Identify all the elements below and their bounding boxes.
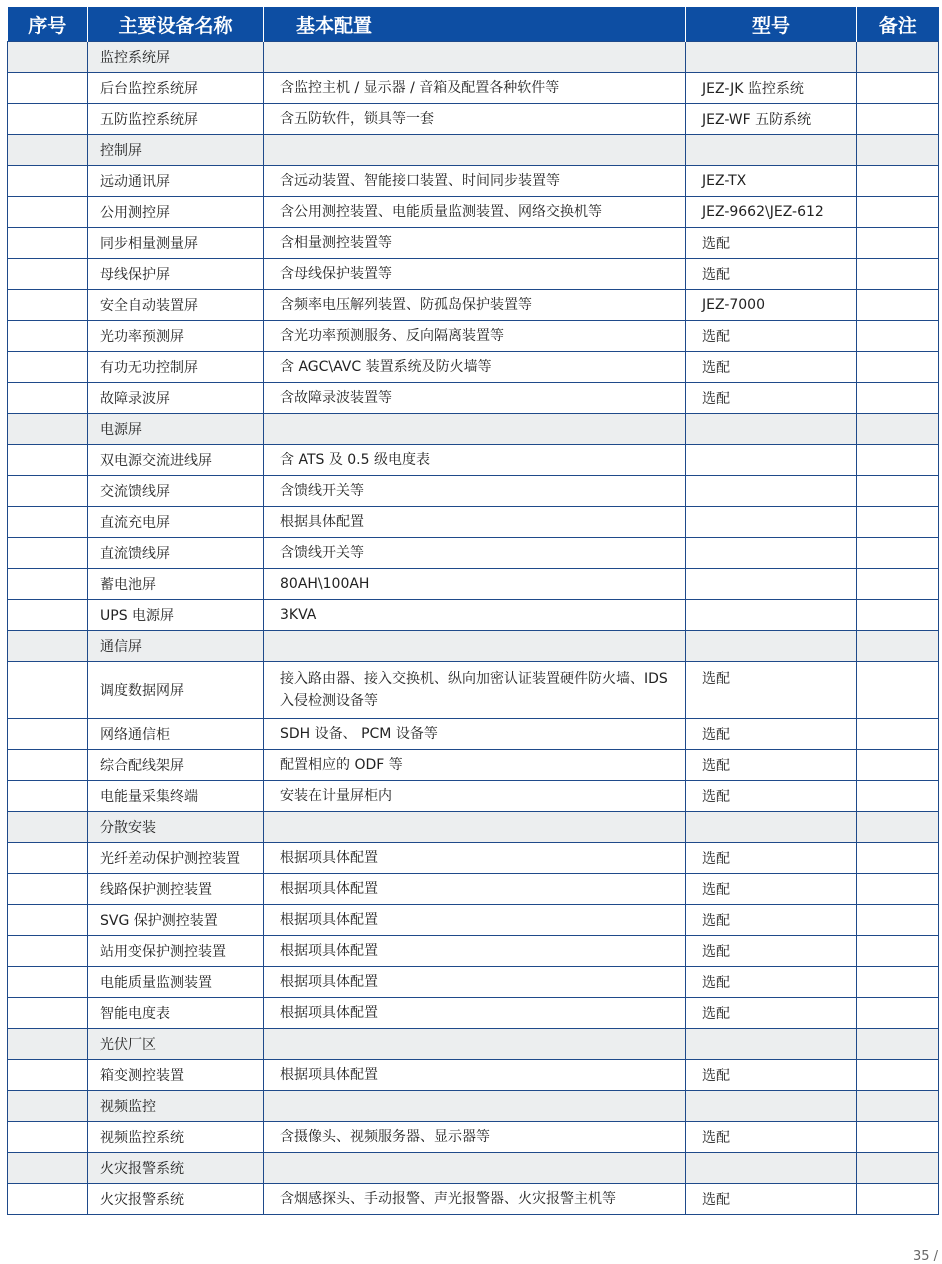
cell-config: 含监控主机 / 显示器 / 音箱及配置各种软件等 xyxy=(264,73,686,104)
cell-name: 母线保护屏 xyxy=(88,259,264,290)
cell-model xyxy=(686,507,857,538)
cell-no xyxy=(8,936,88,967)
header-no: 序号 xyxy=(8,7,88,42)
table-row xyxy=(8,600,939,631)
cell-model xyxy=(686,1029,857,1060)
cell-name: 监控系统屏 xyxy=(88,42,264,73)
cell-config: 接入路由器、接入交换机、纵向加密认证装置硬件防火墙、IDS 入侵检测设备等 xyxy=(264,662,686,719)
cell-note xyxy=(857,1153,939,1184)
cell-config: 根据项具体配置 xyxy=(264,936,686,967)
cell-note xyxy=(857,352,939,383)
cell-no xyxy=(8,662,88,719)
cell-note xyxy=(857,936,939,967)
cell-no xyxy=(8,874,88,905)
cell-model: JEZ-JK 监控系统 xyxy=(686,73,857,104)
cell-note xyxy=(857,998,939,1029)
table-group-row xyxy=(8,414,939,445)
cell-config: 含频率电压解列装置、防孤岛保护装置等 xyxy=(264,290,686,321)
cell-note xyxy=(857,1029,939,1060)
cell-no xyxy=(8,1184,88,1215)
cell-name: 有功无功控制屏 xyxy=(88,352,264,383)
table-row xyxy=(8,905,939,936)
cell-model: 选配 xyxy=(686,781,857,812)
cell-note xyxy=(857,445,939,476)
cell-no xyxy=(8,781,88,812)
cell-model: 选配 xyxy=(686,352,857,383)
table-row xyxy=(8,1060,939,1091)
cell-config: 含五防软件，锁具等一套 xyxy=(264,104,686,135)
cell-model: 选配 xyxy=(686,874,857,905)
cell-no xyxy=(8,135,88,166)
cell-no xyxy=(8,414,88,445)
cell-note xyxy=(857,73,939,104)
cell-model: JEZ-TX xyxy=(686,166,857,197)
table-row xyxy=(8,383,939,414)
cell-name: 光功率预测屏 xyxy=(88,321,264,352)
cell-no xyxy=(8,104,88,135)
cell-model xyxy=(686,569,857,600)
cell-name: 安全自动装置屏 xyxy=(88,290,264,321)
cell-model xyxy=(686,135,857,166)
cell-no xyxy=(8,73,88,104)
table-group-row xyxy=(8,812,939,843)
cell-no xyxy=(8,228,88,259)
cell-name: 通信屏 xyxy=(88,631,264,662)
cell-note xyxy=(857,104,939,135)
cell-note xyxy=(857,662,939,719)
table-row xyxy=(8,321,939,352)
cell-name: 电能量采集终端 xyxy=(88,781,264,812)
cell-note xyxy=(857,569,939,600)
cell-no xyxy=(8,259,88,290)
cell-config: 含光功率预测服务、反向隔离装置等 xyxy=(264,321,686,352)
cell-no xyxy=(8,383,88,414)
cell-config: 含远动装置、智能接口装置、时间同步装置等 xyxy=(264,166,686,197)
cell-config: 3KVA xyxy=(264,600,686,631)
cell-note xyxy=(857,1184,939,1215)
cell-config: 根据项具体配置 xyxy=(264,874,686,905)
cell-note xyxy=(857,874,939,905)
cell-name: 后台监控系统屏 xyxy=(88,73,264,104)
table-group-row xyxy=(8,1029,939,1060)
cell-name: 电能质量监测装置 xyxy=(88,967,264,998)
cell-no xyxy=(8,631,88,662)
cell-name: 智能电度表 xyxy=(88,998,264,1029)
cell-config: 安装在计量屏柜内 xyxy=(264,781,686,812)
table-row xyxy=(8,197,939,228)
cell-name: 控制屏 xyxy=(88,135,264,166)
cell-name: 公用测控屏 xyxy=(88,197,264,228)
cell-config: 含相量测控装置等 xyxy=(264,228,686,259)
table-row xyxy=(8,936,939,967)
cell-config xyxy=(264,1091,686,1122)
cell-config xyxy=(264,1153,686,1184)
cell-config xyxy=(264,631,686,662)
cell-model: 选配 xyxy=(686,998,857,1029)
cell-model: 选配 xyxy=(686,321,857,352)
cell-config xyxy=(264,812,686,843)
cell-note xyxy=(857,476,939,507)
table-row xyxy=(8,843,939,874)
cell-name: 直流馈线屏 xyxy=(88,538,264,569)
cell-name: 网络通信柜 xyxy=(88,719,264,750)
cell-name: 蓄电池屏 xyxy=(88,569,264,600)
cell-name: 同步相量测量屏 xyxy=(88,228,264,259)
cell-config xyxy=(264,414,686,445)
cell-name: UPS 电源屏 xyxy=(88,600,264,631)
table-header-row xyxy=(8,7,939,42)
cell-model: 选配 xyxy=(686,750,857,781)
cell-name: 视频监控系统 xyxy=(88,1122,264,1153)
cell-note xyxy=(857,843,939,874)
cell-note xyxy=(857,321,939,352)
cell-no xyxy=(8,967,88,998)
cell-note xyxy=(857,290,939,321)
cell-no xyxy=(8,600,88,631)
cell-name: 远动通讯屏 xyxy=(88,166,264,197)
cell-config xyxy=(264,42,686,73)
cell-model: 选配 xyxy=(686,228,857,259)
cell-no xyxy=(8,719,88,750)
cell-name: 视频监控 xyxy=(88,1091,264,1122)
cell-model: 选配 xyxy=(686,719,857,750)
cell-config: 根据项具体配置 xyxy=(264,843,686,874)
cell-model: 选配 xyxy=(686,936,857,967)
cell-model: 选配 xyxy=(686,662,857,719)
cell-note xyxy=(857,135,939,166)
table-group-row xyxy=(8,42,939,73)
cell-no xyxy=(8,197,88,228)
cell-name: 线路保护测控装置 xyxy=(88,874,264,905)
cell-name: 光伏厂区 xyxy=(88,1029,264,1060)
cell-model: JEZ-9662\JEZ-612 xyxy=(686,197,857,228)
cell-name: 火灾报警系统 xyxy=(88,1184,264,1215)
cell-config xyxy=(264,135,686,166)
table-row xyxy=(8,166,939,197)
cell-note xyxy=(857,750,939,781)
cell-model: 选配 xyxy=(686,967,857,998)
cell-no xyxy=(8,507,88,538)
cell-note xyxy=(857,1060,939,1091)
table-row xyxy=(8,719,939,750)
table-row xyxy=(8,874,939,905)
cell-no xyxy=(8,290,88,321)
cell-no xyxy=(8,445,88,476)
cell-model: 选配 xyxy=(686,843,857,874)
header-config: 基本配置 xyxy=(264,7,686,42)
cell-no xyxy=(8,1153,88,1184)
cell-no xyxy=(8,569,88,600)
cell-model xyxy=(686,538,857,569)
header-note: 备注 xyxy=(857,7,939,42)
cell-model: 选配 xyxy=(686,259,857,290)
cell-note xyxy=(857,600,939,631)
cell-no xyxy=(8,843,88,874)
table-group-row xyxy=(8,631,939,662)
cell-no xyxy=(8,1091,88,1122)
cell-config: 含母线保护装置等 xyxy=(264,259,686,290)
table-row xyxy=(8,352,939,383)
cell-no xyxy=(8,476,88,507)
cell-config: 含馈线开关等 xyxy=(264,538,686,569)
cell-note xyxy=(857,631,939,662)
cell-model: 选配 xyxy=(686,383,857,414)
page-number: 35 / xyxy=(912,1249,938,1264)
cell-note xyxy=(857,812,939,843)
cell-config: 根据项具体配置 xyxy=(264,905,686,936)
cell-config: 根据项具体配置 xyxy=(264,998,686,1029)
table-row xyxy=(8,998,939,1029)
header-model: 型号 xyxy=(686,7,857,42)
cell-note xyxy=(857,259,939,290)
table-group-row xyxy=(8,1091,939,1122)
table-group-row xyxy=(8,1153,939,1184)
cell-no xyxy=(8,538,88,569)
cell-note xyxy=(857,905,939,936)
table-row xyxy=(8,73,939,104)
cell-name: 箱变测控装置 xyxy=(88,1060,264,1091)
cell-no xyxy=(8,352,88,383)
cell-name: 调度数据网屏 xyxy=(88,662,264,719)
equipment-table-container xyxy=(7,7,938,1215)
cell-note xyxy=(857,719,939,750)
table-row xyxy=(8,104,939,135)
cell-config: 含公用测控装置、电能质量监测装置、网络交换机等 xyxy=(264,197,686,228)
cell-no xyxy=(8,42,88,73)
table-row xyxy=(8,538,939,569)
cell-model xyxy=(686,1091,857,1122)
table-row xyxy=(8,781,939,812)
table-row xyxy=(8,750,939,781)
cell-model: 选配 xyxy=(686,905,857,936)
cell-name: 站用变保护测控装置 xyxy=(88,936,264,967)
cell-config: 含故障录波装置等 xyxy=(264,383,686,414)
cell-config: 80AH\100AH xyxy=(264,569,686,600)
cell-note xyxy=(857,507,939,538)
cell-config: 含 AGC\AVC 装置系统及防火墙等 xyxy=(264,352,686,383)
cell-name: 双电源交流进线屏 xyxy=(88,445,264,476)
cell-name: 分散安装 xyxy=(88,812,264,843)
cell-model xyxy=(686,600,857,631)
table-row xyxy=(8,967,939,998)
table-row xyxy=(8,1184,939,1215)
cell-note xyxy=(857,967,939,998)
cell-model xyxy=(686,631,857,662)
cell-no xyxy=(8,166,88,197)
table-row xyxy=(8,290,939,321)
cell-model xyxy=(686,414,857,445)
table-body xyxy=(8,42,939,1215)
cell-no xyxy=(8,1122,88,1153)
cell-config: 含摄像头、视频服务器、显示器等 xyxy=(264,1122,686,1153)
cell-note xyxy=(857,166,939,197)
cell-name: SVG 保护测控装置 xyxy=(88,905,264,936)
table-row xyxy=(8,662,939,719)
cell-model: 选配 xyxy=(686,1122,857,1153)
cell-name: 光纤差动保护测控装置 xyxy=(88,843,264,874)
cell-name: 电源屏 xyxy=(88,414,264,445)
cell-no xyxy=(8,905,88,936)
cell-note xyxy=(857,1091,939,1122)
cell-note xyxy=(857,197,939,228)
equipment-table xyxy=(7,7,939,1215)
cell-no xyxy=(8,321,88,352)
cell-config: 含烟感探头、手动报警、声光报警器、火灾报警主机等 xyxy=(264,1184,686,1215)
cell-model: 选配 xyxy=(686,1184,857,1215)
header-name: 主要设备名称 xyxy=(88,7,264,42)
table-row xyxy=(8,1122,939,1153)
cell-name: 五防监控系统屏 xyxy=(88,104,264,135)
cell-config: 根据项具体配置 xyxy=(264,967,686,998)
table-group-row xyxy=(8,135,939,166)
cell-no xyxy=(8,750,88,781)
cell-no xyxy=(8,1060,88,1091)
table-row xyxy=(8,476,939,507)
cell-name: 交流馈线屏 xyxy=(88,476,264,507)
cell-name: 火灾报警系统 xyxy=(88,1153,264,1184)
cell-model xyxy=(686,1153,857,1184)
cell-name: 直流充电屏 xyxy=(88,507,264,538)
cell-config: 根据具体配置 xyxy=(264,507,686,538)
cell-no xyxy=(8,1029,88,1060)
cell-name: 综合配线架屏 xyxy=(88,750,264,781)
cell-model xyxy=(686,445,857,476)
cell-config: 配置相应的 ODF 等 xyxy=(264,750,686,781)
cell-model: JEZ-WF 五防系统 xyxy=(686,104,857,135)
cell-note xyxy=(857,228,939,259)
cell-config xyxy=(264,1029,686,1060)
cell-note xyxy=(857,383,939,414)
cell-no xyxy=(8,812,88,843)
table-row xyxy=(8,228,939,259)
cell-note xyxy=(857,538,939,569)
cell-model xyxy=(686,476,857,507)
table-row xyxy=(8,259,939,290)
cell-note xyxy=(857,781,939,812)
cell-note xyxy=(857,42,939,73)
cell-model: JEZ-7000 xyxy=(686,290,857,321)
cell-config: 含馈线开关等 xyxy=(264,476,686,507)
table-row xyxy=(8,445,939,476)
cell-config: SDH 设备、 PCM 设备等 xyxy=(264,719,686,750)
table-row xyxy=(8,507,939,538)
cell-config: 根据项具体配置 xyxy=(264,1060,686,1091)
cell-note xyxy=(857,1122,939,1153)
table-row xyxy=(8,569,939,600)
cell-note xyxy=(857,414,939,445)
cell-no xyxy=(8,998,88,1029)
cell-name: 故障录波屏 xyxy=(88,383,264,414)
cell-model: 选配 xyxy=(686,1060,857,1091)
cell-model xyxy=(686,812,857,843)
cell-config: 含 ATS 及 0.5 级电度表 xyxy=(264,445,686,476)
cell-model xyxy=(686,42,857,73)
